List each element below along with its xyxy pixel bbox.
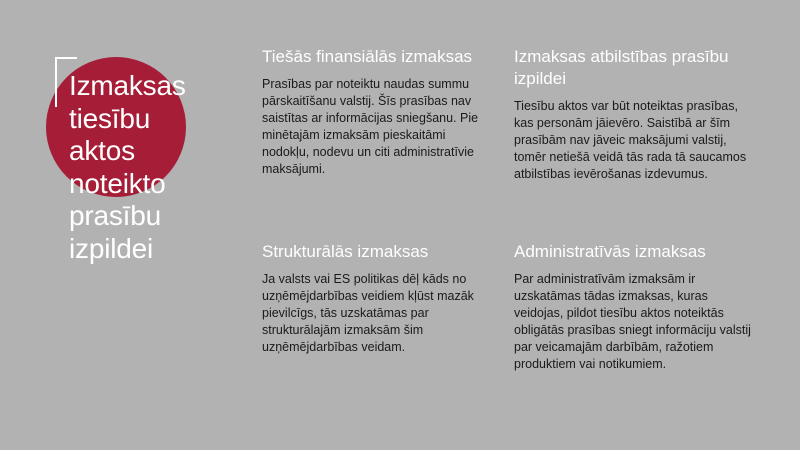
section-heading: Izmaksas atbilstības prasību izpildei <box>514 47 729 88</box>
section-structural-costs <box>262 241 492 356</box>
section-heading: Strukturālās izmaksas <box>262 242 429 261</box>
section-body: Par administratīvām izmaksām ir uzskatāmas tādas izmaksas, kuras veidojas, pildot tiesību aktos noteiktās obligātās prasības sniegt informāciju valstij par veicamajām darbībām, ražotiem produktiem vai notikumiem. <box>514 272 751 371</box>
section-body: Prasības par noteiktu naudas summu pārskaitīšanu valstij. Šīs prasības nav saistītas ar informācijas sniegšanu. Pie minētajām izmaksām pieskaitāmi nodokļu, nodevu un citi administratīvie maksājumi. <box>262 77 479 176</box>
section-body: Tiesību aktos var būt noteiktas prasības, kas personām jāievēro. Saistībā ar šīm prasībām nav jāveic maksājumi valstij, tomēr netiešā veidā tās rada tā saucamos atbilstības ievērošanas izdevumus. <box>514 99 747 181</box>
section-administrative-costs <box>514 241 759 373</box>
corner-bracket-horizontal <box>55 57 77 59</box>
section-heading: Administratīvās izmaksas <box>514 242 706 261</box>
slide-title: Izmaksas tiesību aktos noteikto prasību izpildei <box>69 70 186 264</box>
corner-bracket-vertical <box>55 57 57 107</box>
section-heading: Tiešās finansiālās izmaksas <box>262 47 473 66</box>
section-direct-financial-costs <box>262 46 492 178</box>
section-compliance-costs <box>514 46 759 183</box>
section-body: Ja valsts vai ES politikas dēļ kāds no uzņēmējdarbības veidiem kļūst mazāk pievilcīgs, tās uzskatāmas par strukturālajām izmaksām šim uzņēmējdarbības veidam. <box>262 272 474 354</box>
